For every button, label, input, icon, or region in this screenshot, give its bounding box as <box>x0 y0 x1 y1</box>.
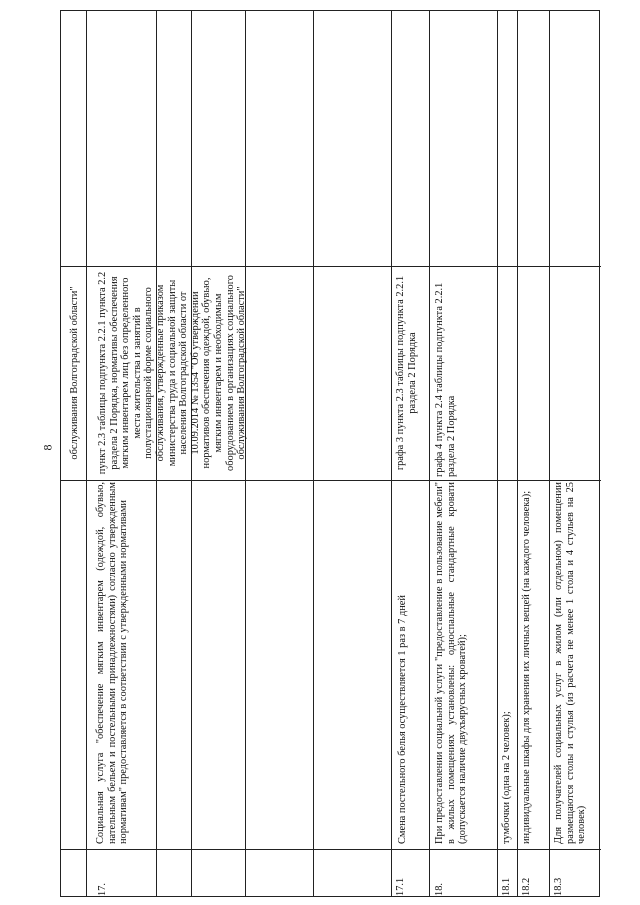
row-divider <box>61 849 601 850</box>
reference-text: графа 4 пункта 2.4 таблицы подпункта 2.2.1 раздела 2 Порядка <box>434 282 457 477</box>
service-text: Социальная услуга "обеспечение мягким инвентарем (одеждой, обувью, нательным бельем и постельными принадлежностями) согласно утвержденным нормативам" предоставляется в соответствии с утвержденными нормативами <box>95 482 130 844</box>
row-divider <box>61 266 601 267</box>
column-divider <box>313 11 314 896</box>
column-divider <box>86 11 87 896</box>
row-number: 18.2 <box>521 877 532 896</box>
service-text: Для получателей социальных услуг в жилом (или отдельном) помещении размещаются столы и стулья (из расчета не менее 1 стола и 4 стульев на 25 человек) <box>553 482 588 844</box>
reference-text: пункт 2.3 таблицы подпункта 2.2.1 пункта 2.2 раздела 2 Порядка, нормативы обеспечения мягким инвентарем лиц без определенного места жительства и занятий в полустационарной форме социального обслуживания, утвержденные приказом министерства труда и социальной защиты населения Волгоградской области от 10.09.2014 № 1354 "Об утверждении нормативов обеспечения одеждой, обувью, мягким инвентарем и необходимым оборудованием в организациях социального обслуживания Волгоградской области" <box>97 271 248 475</box>
continuation-text: обслуживания Волгоградской области" <box>69 286 80 460</box>
column-divider <box>429 11 430 896</box>
row-divider <box>61 480 601 481</box>
reference-text: графа 3 пункта 2.3 таблицы подпункта 2.2.1 раздела 2 Порядка <box>395 275 418 471</box>
column-divider <box>391 11 392 896</box>
column-divider <box>517 11 518 896</box>
service-text: тумбочки (одна на 2 человек); <box>501 711 512 844</box>
column-divider <box>549 11 550 896</box>
row-number: 18.3 <box>553 877 564 896</box>
row-number: 17.1 <box>395 877 406 896</box>
document-table <box>60 10 600 897</box>
page-number: 8 <box>40 444 55 451</box>
service-text: Смена постельного белья осуществляется 1 раз в 7 дней <box>397 595 408 844</box>
row-number: 17. <box>97 883 108 896</box>
row-number: 18.1 <box>501 877 512 896</box>
row-number: 18. <box>434 883 445 896</box>
service-text: При предоставлении социальной услуги "предоставление в пользование мебели" в жилых помещениях установлены: односпальные стандартные кровати (допускается наличие двухъярусных кроватей); <box>434 482 469 844</box>
column-divider <box>497 11 498 896</box>
service-text: индивидуальные шкафы для хранения их личных вещей (на каждого человека); <box>521 490 532 844</box>
